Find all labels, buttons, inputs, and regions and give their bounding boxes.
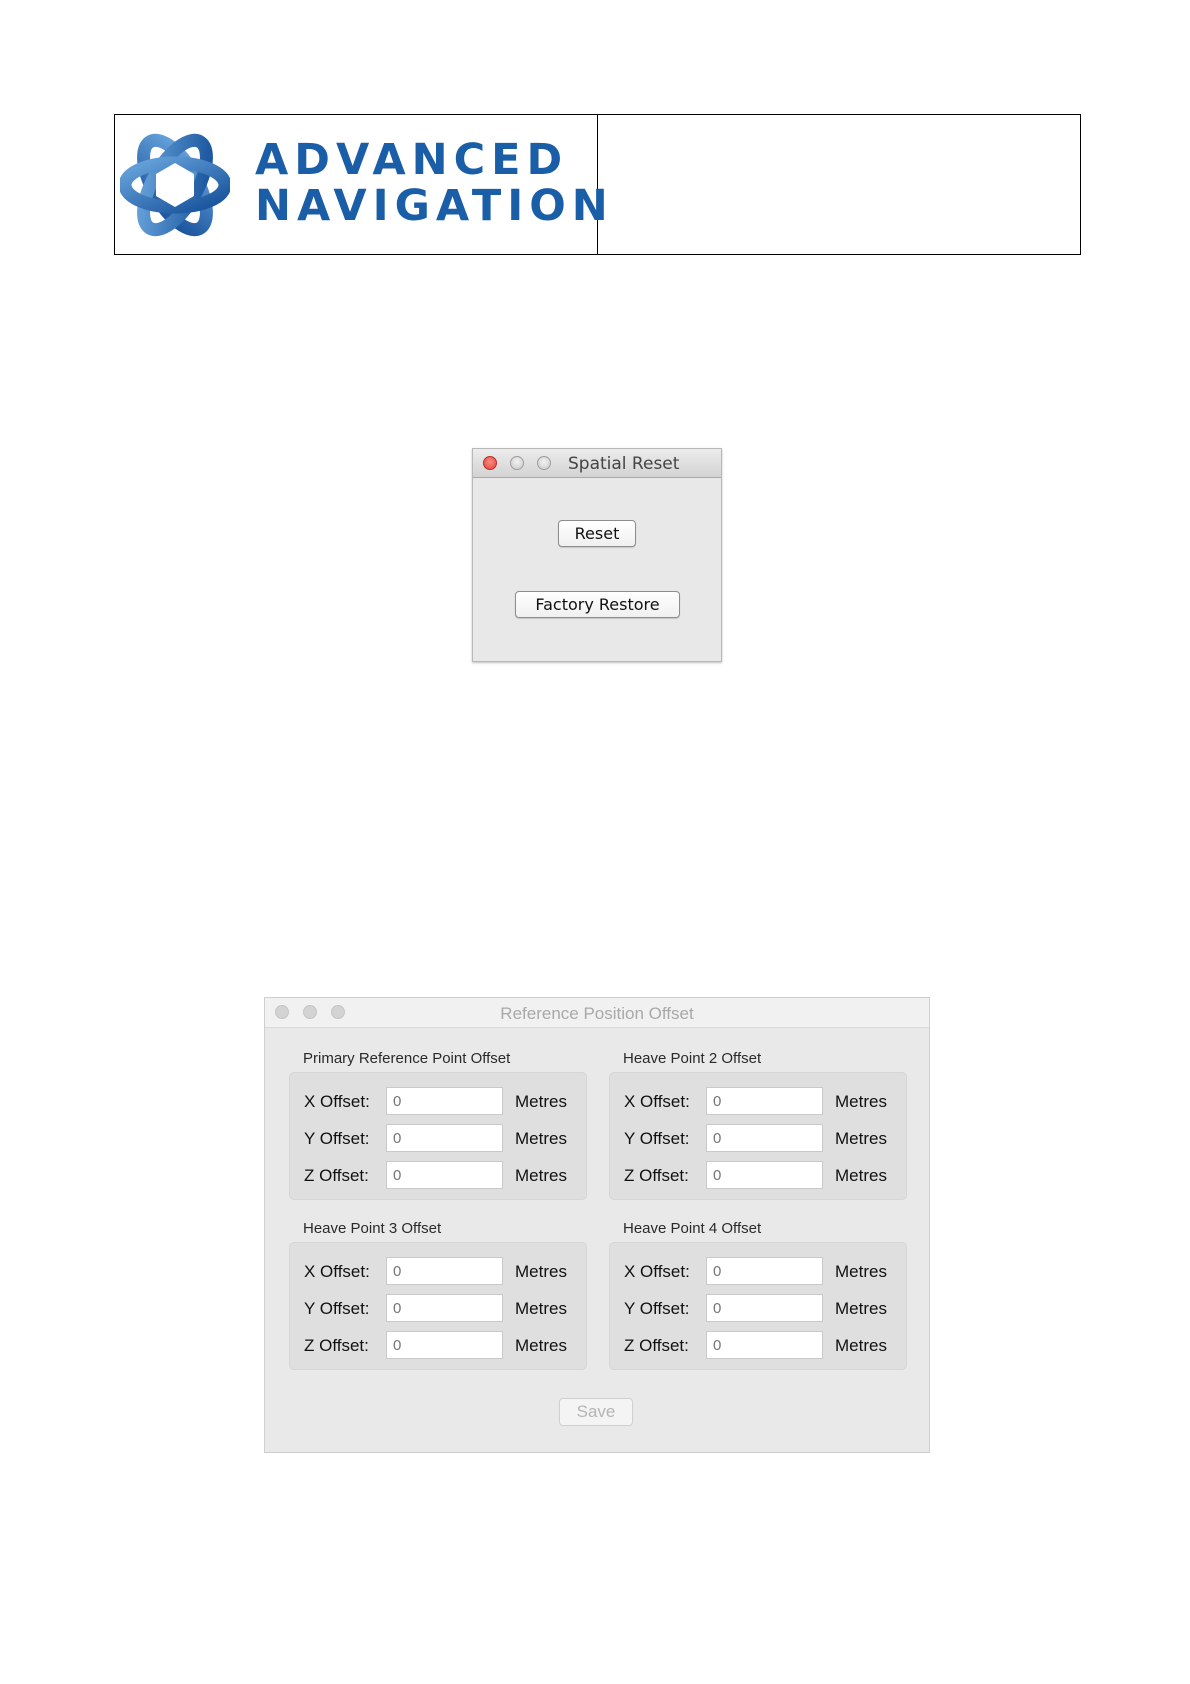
close-button[interactable] (483, 456, 497, 470)
x-offset-row (290, 1087, 586, 1115)
unit-label: Metres (835, 1129, 887, 1148)
group-label: Heave Point 3 Offset (303, 1220, 442, 1237)
y-offset-input[interactable] (386, 1294, 503, 1322)
field-label: X Offset: (624, 1262, 690, 1281)
unit-label: Metres (515, 1336, 567, 1355)
x-offset-row (290, 1257, 586, 1285)
window-titlebar[interactable] (265, 998, 929, 1028)
unit-label: Metres (835, 1166, 887, 1185)
heave-point-2-group (609, 1050, 907, 1200)
y-offset-input[interactable] (706, 1294, 823, 1322)
factory-restore-button[interactable]: Factory Restore (515, 591, 680, 618)
window-titlebar[interactable] (473, 449, 721, 478)
field-label: Y Offset: (624, 1299, 690, 1318)
unit-label: Metres (835, 1336, 887, 1355)
unit-label: Metres (515, 1166, 567, 1185)
field-label: Z Offset: (304, 1336, 369, 1355)
group-label: Heave Point 2 Offset (623, 1050, 762, 1067)
x-offset-row (610, 1087, 906, 1115)
field-label: Z Offset: (624, 1336, 689, 1355)
z-offset-input[interactable] (706, 1161, 823, 1189)
unit-label: Metres (515, 1262, 567, 1281)
group-label: Primary Reference Point Offset (303, 1050, 511, 1067)
y-offset-row (290, 1124, 586, 1152)
z-offset-row (290, 1331, 586, 1359)
x-offset-input[interactable] (706, 1257, 823, 1285)
x-offset-row (610, 1257, 906, 1285)
field-label: X Offset: (624, 1092, 690, 1111)
unit-label: Metres (515, 1299, 567, 1318)
y-offset-input[interactable] (386, 1124, 503, 1152)
field-label: X Offset: (304, 1092, 370, 1111)
advanced-navigation-logo-icon (120, 130, 230, 240)
reset-button[interactable]: Reset (558, 520, 636, 547)
z-offset-row (610, 1331, 906, 1359)
zoom-button[interactable] (537, 456, 551, 470)
field-label: Z Offset: (624, 1166, 689, 1185)
z-offset-row (290, 1161, 586, 1189)
z-offset-row (610, 1161, 906, 1189)
minimize-button[interactable] (510, 456, 524, 470)
window-title: Spatial Reset (568, 454, 680, 474)
x-offset-input[interactable] (386, 1087, 503, 1115)
header-logo-cell (115, 115, 614, 254)
heave-point-3-group (289, 1220, 587, 1370)
group-label: Heave Point 4 Offset (623, 1220, 762, 1237)
z-offset-input[interactable] (386, 1161, 503, 1189)
unit-label: Metres (835, 1299, 887, 1318)
spatial-reset-window (472, 448, 722, 662)
z-offset-input[interactable] (386, 1331, 503, 1359)
y-offset-input[interactable] (706, 1124, 823, 1152)
group-box (609, 1242, 907, 1370)
y-offset-row (610, 1124, 906, 1152)
primary-reference-point-group (289, 1050, 587, 1200)
save-button[interactable]: Save (559, 1398, 633, 1426)
document-header (114, 114, 1081, 255)
x-offset-input[interactable] (706, 1087, 823, 1115)
logo-wordmark (255, 137, 614, 229)
group-box (289, 1072, 587, 1200)
unit-label: Metres (515, 1129, 567, 1148)
unit-label: Metres (835, 1262, 887, 1281)
heave-point-4-group (609, 1220, 907, 1370)
logo-line-2: NAVIGATION (255, 181, 614, 231)
field-label: X Offset: (304, 1262, 370, 1281)
unit-label: Metres (835, 1092, 887, 1111)
header-empty-cell (598, 115, 1080, 254)
x-offset-input[interactable] (386, 1257, 503, 1285)
field-label: Y Offset: (304, 1299, 370, 1318)
group-box (609, 1072, 907, 1200)
y-offset-row (610, 1294, 906, 1322)
reference-position-offset-window (264, 997, 930, 1453)
window-title: Reference Position Offset (500, 1004, 694, 1023)
unit-label: Metres (515, 1092, 567, 1111)
z-offset-input[interactable] (706, 1331, 823, 1359)
logo-line-1: ADVANCED (255, 135, 569, 185)
group-box (289, 1242, 587, 1370)
field-label: Z Offset: (304, 1166, 369, 1185)
field-label: Y Offset: (304, 1129, 370, 1148)
y-offset-row (290, 1294, 586, 1322)
field-label: Y Offset: (624, 1129, 690, 1148)
